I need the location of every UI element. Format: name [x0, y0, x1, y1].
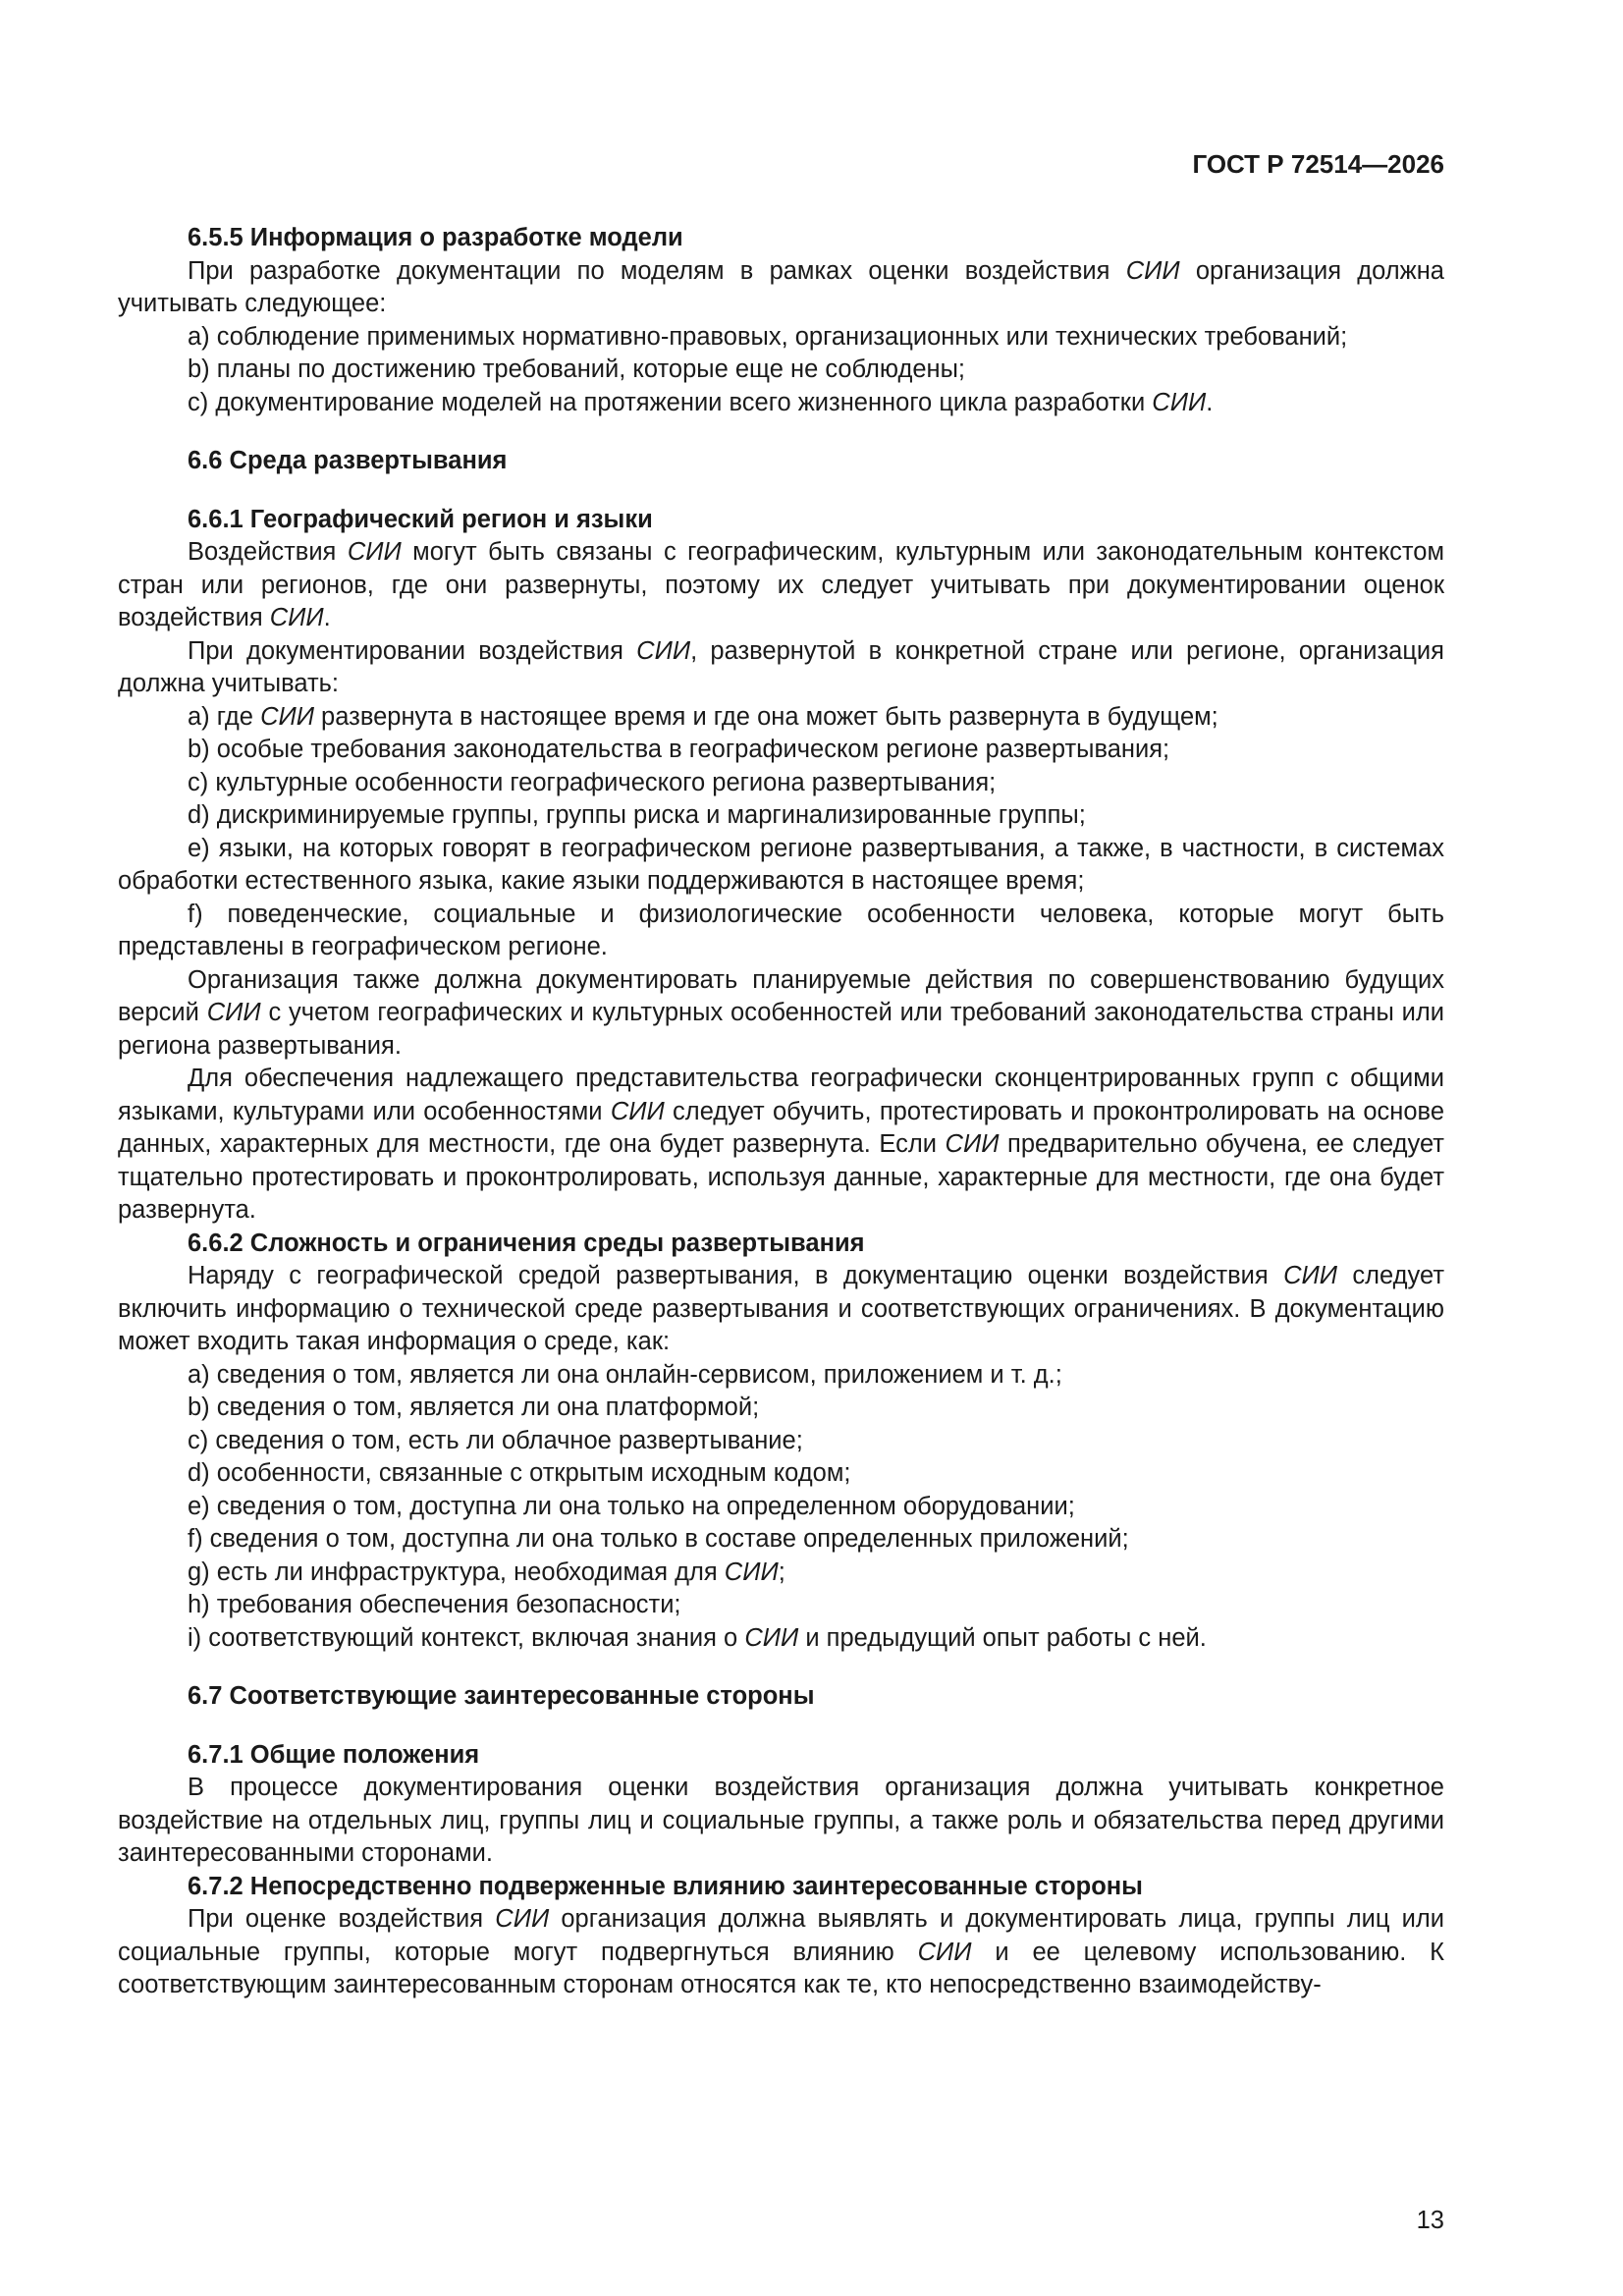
- paragraph: Организация также должна документировать планируемые действия по совершенствованию будущих версий СИИ с учетом географических и культурных особенностей или требований законодательства страны или региона развертывания.: [118, 965, 1444, 1060]
- list-item: i) соответствующий контекст, включая знания о СИИ и предыдущий опыт работы с ней.: [188, 1623, 1207, 1652]
- list-item: b) особые требования законодательства в географическом регионе развертывания;: [188, 736, 1170, 763]
- paragraph: Воздействия СИИ могут быть связаны с географическим, культурным или законодательным контекстом стран или регионов, где они развернуты, поэтому их следует учитывать при документировании оценок воздействия СИИ.: [118, 538, 1444, 631]
- abbr-term: СИИ: [206, 999, 261, 1026]
- section-6-6-heading: 6.6 Среда развертывания: [188, 447, 508, 474]
- list-item: h) требования обеспечения безопасности;: [188, 1591, 681, 1618]
- list-item: a) сведения о том, является ли она онлайн-сервисом, приложением и т. д.;: [188, 1360, 1062, 1389]
- abbr-term: СИИ: [744, 1623, 799, 1652]
- paragraph: В процессе документирования оценки воздействия организация должна учитывать конкретное воздействие на отдельных лиц, группы лиц и социальные группы, а также роль и обязательства перед другими заинтересованными сторонами.: [118, 1774, 1444, 1867]
- document-body: [118, 222, 1444, 2002]
- section-6-7-2-heading: 6.7.2 Непосредственно подверженные влиянию заинтересованные стороны: [188, 1872, 1143, 1900]
- list-item: f) сведения о том, доступна ли она только в составе определенных приложений;: [188, 1525, 1129, 1553]
- abbr-term: СИИ: [495, 1905, 550, 1933]
- abbr-term: СИИ: [1152, 388, 1207, 416]
- abbr-term: СИИ: [347, 538, 402, 566]
- paragraph: При документировании воздействия СИИ, развернутой в конкретной стране или регионе, организация должна учитывать:: [118, 636, 1444, 697]
- list-item: c) документирование моделей на протяжении всего жизненного цикла разработки СИИ.: [188, 388, 1214, 416]
- section-6-6-1-heading: 6.6.1 Географический регион и языки: [188, 505, 653, 533]
- paragraph: Для обеспечения надлежащего представительства географически сконцентрированных групп с общими языками, культурами или особенностями СИИ следует обучить, протестировать и проконтролировать на основе данных, характерных для местности, где она будет развернута. Если СИИ предварительно обучена, ее следует тщательно протестировать и проконтролировать, используя данные, характерные для местности, где она будет развернута.: [118, 1065, 1444, 1224]
- list-item: d) особенности, связанные с открытым исходным кодом;: [188, 1459, 851, 1487]
- abbr-term: СИИ: [945, 1130, 1000, 1158]
- list-item: e) языки, на которых говорят в географическом регионе развертывания, а также, в частности, в системах обработки естественного языка, какие языки поддерживаются в настоящее время;: [118, 834, 1444, 895]
- list-item: c) сведения о том, есть ли облачное развертывание;: [188, 1426, 803, 1454]
- abbr-term: СИИ: [636, 636, 691, 665]
- abbr-term: СИИ: [610, 1097, 665, 1125]
- abbr-term: СИИ: [1125, 256, 1180, 285]
- paragraph: При разработке документации по моделям в рамках оценки воздействия СИИ организация должна учитывать следующее:: [118, 256, 1444, 317]
- abbr-term: СИИ: [1283, 1262, 1338, 1289]
- page-number: 13: [1416, 2207, 1444, 2234]
- section-6-5-5-heading: 6.5.5 Информация о разработке модели: [188, 224, 683, 251]
- list-item: b) сведения о том, является ли она платформой;: [188, 1394, 760, 1421]
- abbr-term: СИИ: [260, 702, 314, 731]
- list-item: b) планы по достижению требований, которые еще не соблюдены;: [188, 355, 966, 383]
- standard-header: ГОСТ Р 72514—2026: [1192, 149, 1444, 179]
- section-6-6-2-heading: 6.6.2 Сложность и ограничения среды развертывания: [188, 1229, 865, 1257]
- list-item: a) соблюдение применимых нормативно-правовых, организационных или технических требований;: [188, 322, 1348, 351]
- section-6-7-1-heading: 6.7.1 Общие положения: [188, 1740, 480, 1769]
- paragraph: Наряду с географической средой развертывания, в документацию оценки воздействия СИИ следует включить информацию о технической среде развертывания и соответствующих ограничениях. В документацию может входить такая информация о среде, как:: [118, 1262, 1444, 1355]
- paragraph: При оценке воздействия СИИ организация должна выявлять и документировать лица, группы лиц или социальные группы, которые могут подвергнуться влиянию СИИ и ее целевому использованию. К соответствующим заинтересованным сторонам относятся как те, кто непосредственно взаимодейству-: [118, 1905, 1445, 1998]
- list-item: f) поведенческие, социальные и физиологические особенности человека, которые могут быть представлены в географическом регионе.: [118, 900, 1444, 960]
- list-item: c) культурные особенности географического региона развертывания;: [188, 768, 997, 796]
- list-item: a) где СИИ развернута в настоящее время и где она может быть развернута в будущем;: [188, 702, 1218, 731]
- list-item: g) есть ли инфраструктура, необходимая для СИИ;: [188, 1558, 785, 1586]
- abbr-term: СИИ: [724, 1558, 779, 1586]
- abbr-term: СИИ: [269, 604, 324, 631]
- abbr-term: СИИ: [917, 1938, 972, 1966]
- section-6-7-heading: 6.7 Соответствующие заинтересованные стороны: [188, 1682, 815, 1710]
- list-item: e) сведения о том, доступна ли она только на определенном оборудовании;: [188, 1492, 1075, 1520]
- list-item: d) дискриминируемые группы, группы риска и маргинализированные группы;: [188, 801, 1086, 829]
